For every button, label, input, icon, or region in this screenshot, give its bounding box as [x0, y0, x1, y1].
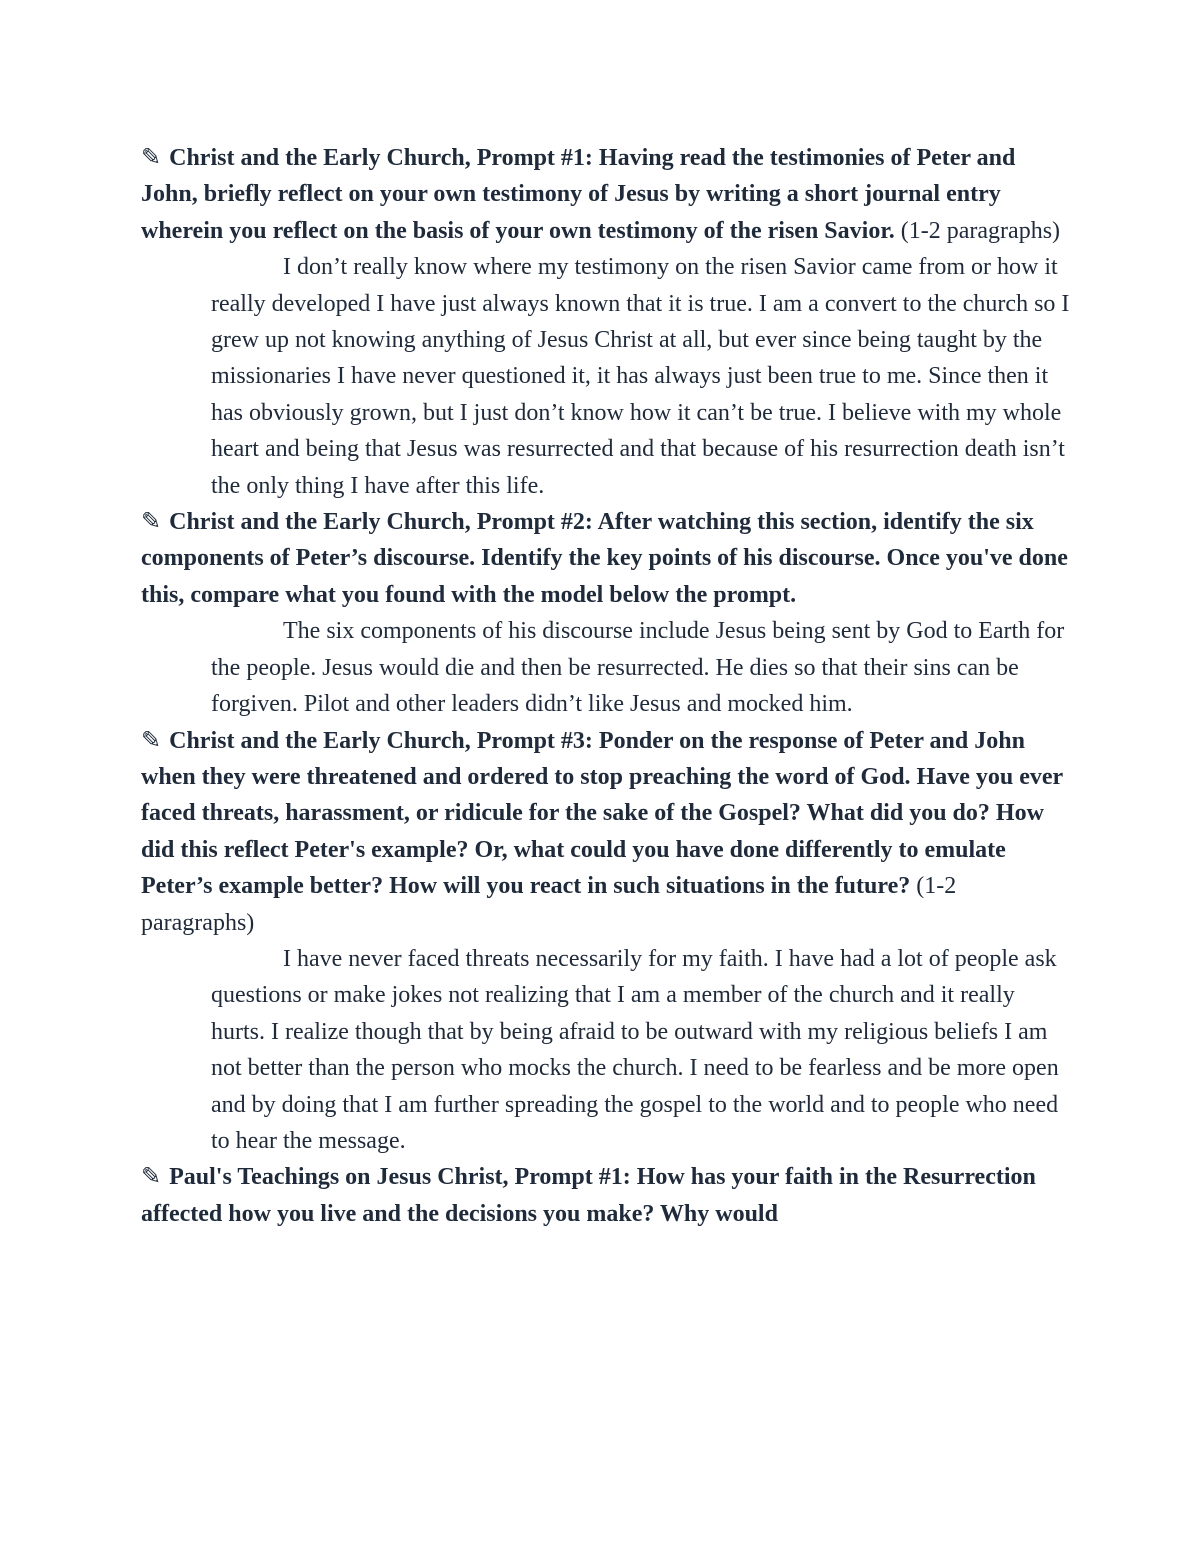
prompt-1 [141, 140, 1071, 249]
prompt-4 [141, 1159, 1071, 1232]
document-page [141, 140, 1071, 1232]
answer-3: I have never faced threats necessarily for my faith. I have had a lot of people ask questions or make jokes not realizing that I am a member of the church and it really hurts. I realize though that by being afraid to be outward with my religious beliefs I am not better than the person who mocks the church. I need to be fearless and be more open and by doing that I am further spreading the gospel to the world and to people who need to hear the message. [211, 945, 1059, 1154]
prompt-1-suffix: (1-2 paragraphs) [894, 217, 1061, 244]
prompt-3-text: Christ and the Early Church, Prompt #3: Ponder on the response of Peter and John when they were threatened and ordered to stop preaching the word of God. Have you ever faced threats, harassment, or ridicule for the sake of the Gospel? What did you do? How did this reflect Peter's example? Or, what could you have done differently to emulate Peter’s example better? How will you react in such situations in the future? [141, 727, 1063, 900]
prompt-2 [141, 504, 1071, 613]
pencil-icon: ✎ [141, 727, 162, 754]
pencil-icon: ✎ [141, 145, 162, 171]
prompt-2-text: Christ and the Early Church, Prompt #2: After watching this section, identify the six components of Peter’s discourse. Identify the key points of his discourse. Once you've done this, compare what you found with the model below the prompt. [141, 509, 1068, 608]
prompt-3 [141, 723, 1071, 941]
pencil-icon: ✎ [141, 509, 162, 536]
answer-2: The six components of his discourse include Jesus being sent by God to Earth for the people. Jesus would die and then be resurrected. He dies so that their sins can be forgiven. Pilot and other leaders didn’t like Jesus and mocked him. [211, 618, 1065, 718]
pencil-icon: ✎ [141, 1164, 162, 1191]
prompt-3-suffix: (1-2 paragraphs) [141, 873, 957, 936]
prompt-4-text: Paul's Teachings on Jesus Christ, Prompt #1: How has your faith in the Resurrection affected how you live and the decisions you make? Why would [141, 1164, 1036, 1227]
prompt-1-text: Christ and the Early Church, Prompt #1: Having read the testimonies of Peter and John, briefly reflect on your own testimony of Jesus by writing a short journal entry wherein you reflect on the basis of your own testimony of the risen Savior. [141, 145, 1016, 244]
answer-1: I don’t really know where my testimony on the risen Savior came from or how it really developed I have just always known that it is true. I am a convert to the church so I grew up not knowing anything of Jesus Christ at all, but ever since being taught by the missionaries I have never questioned it, it has always just been true to me. Since then it has obviously grown, but I just don’t know how it can’t be true. I believe with my whole heart and being that Jesus was resurrected and that because of his resurrection death isn’t the only thing I have after this life. [211, 254, 1070, 499]
